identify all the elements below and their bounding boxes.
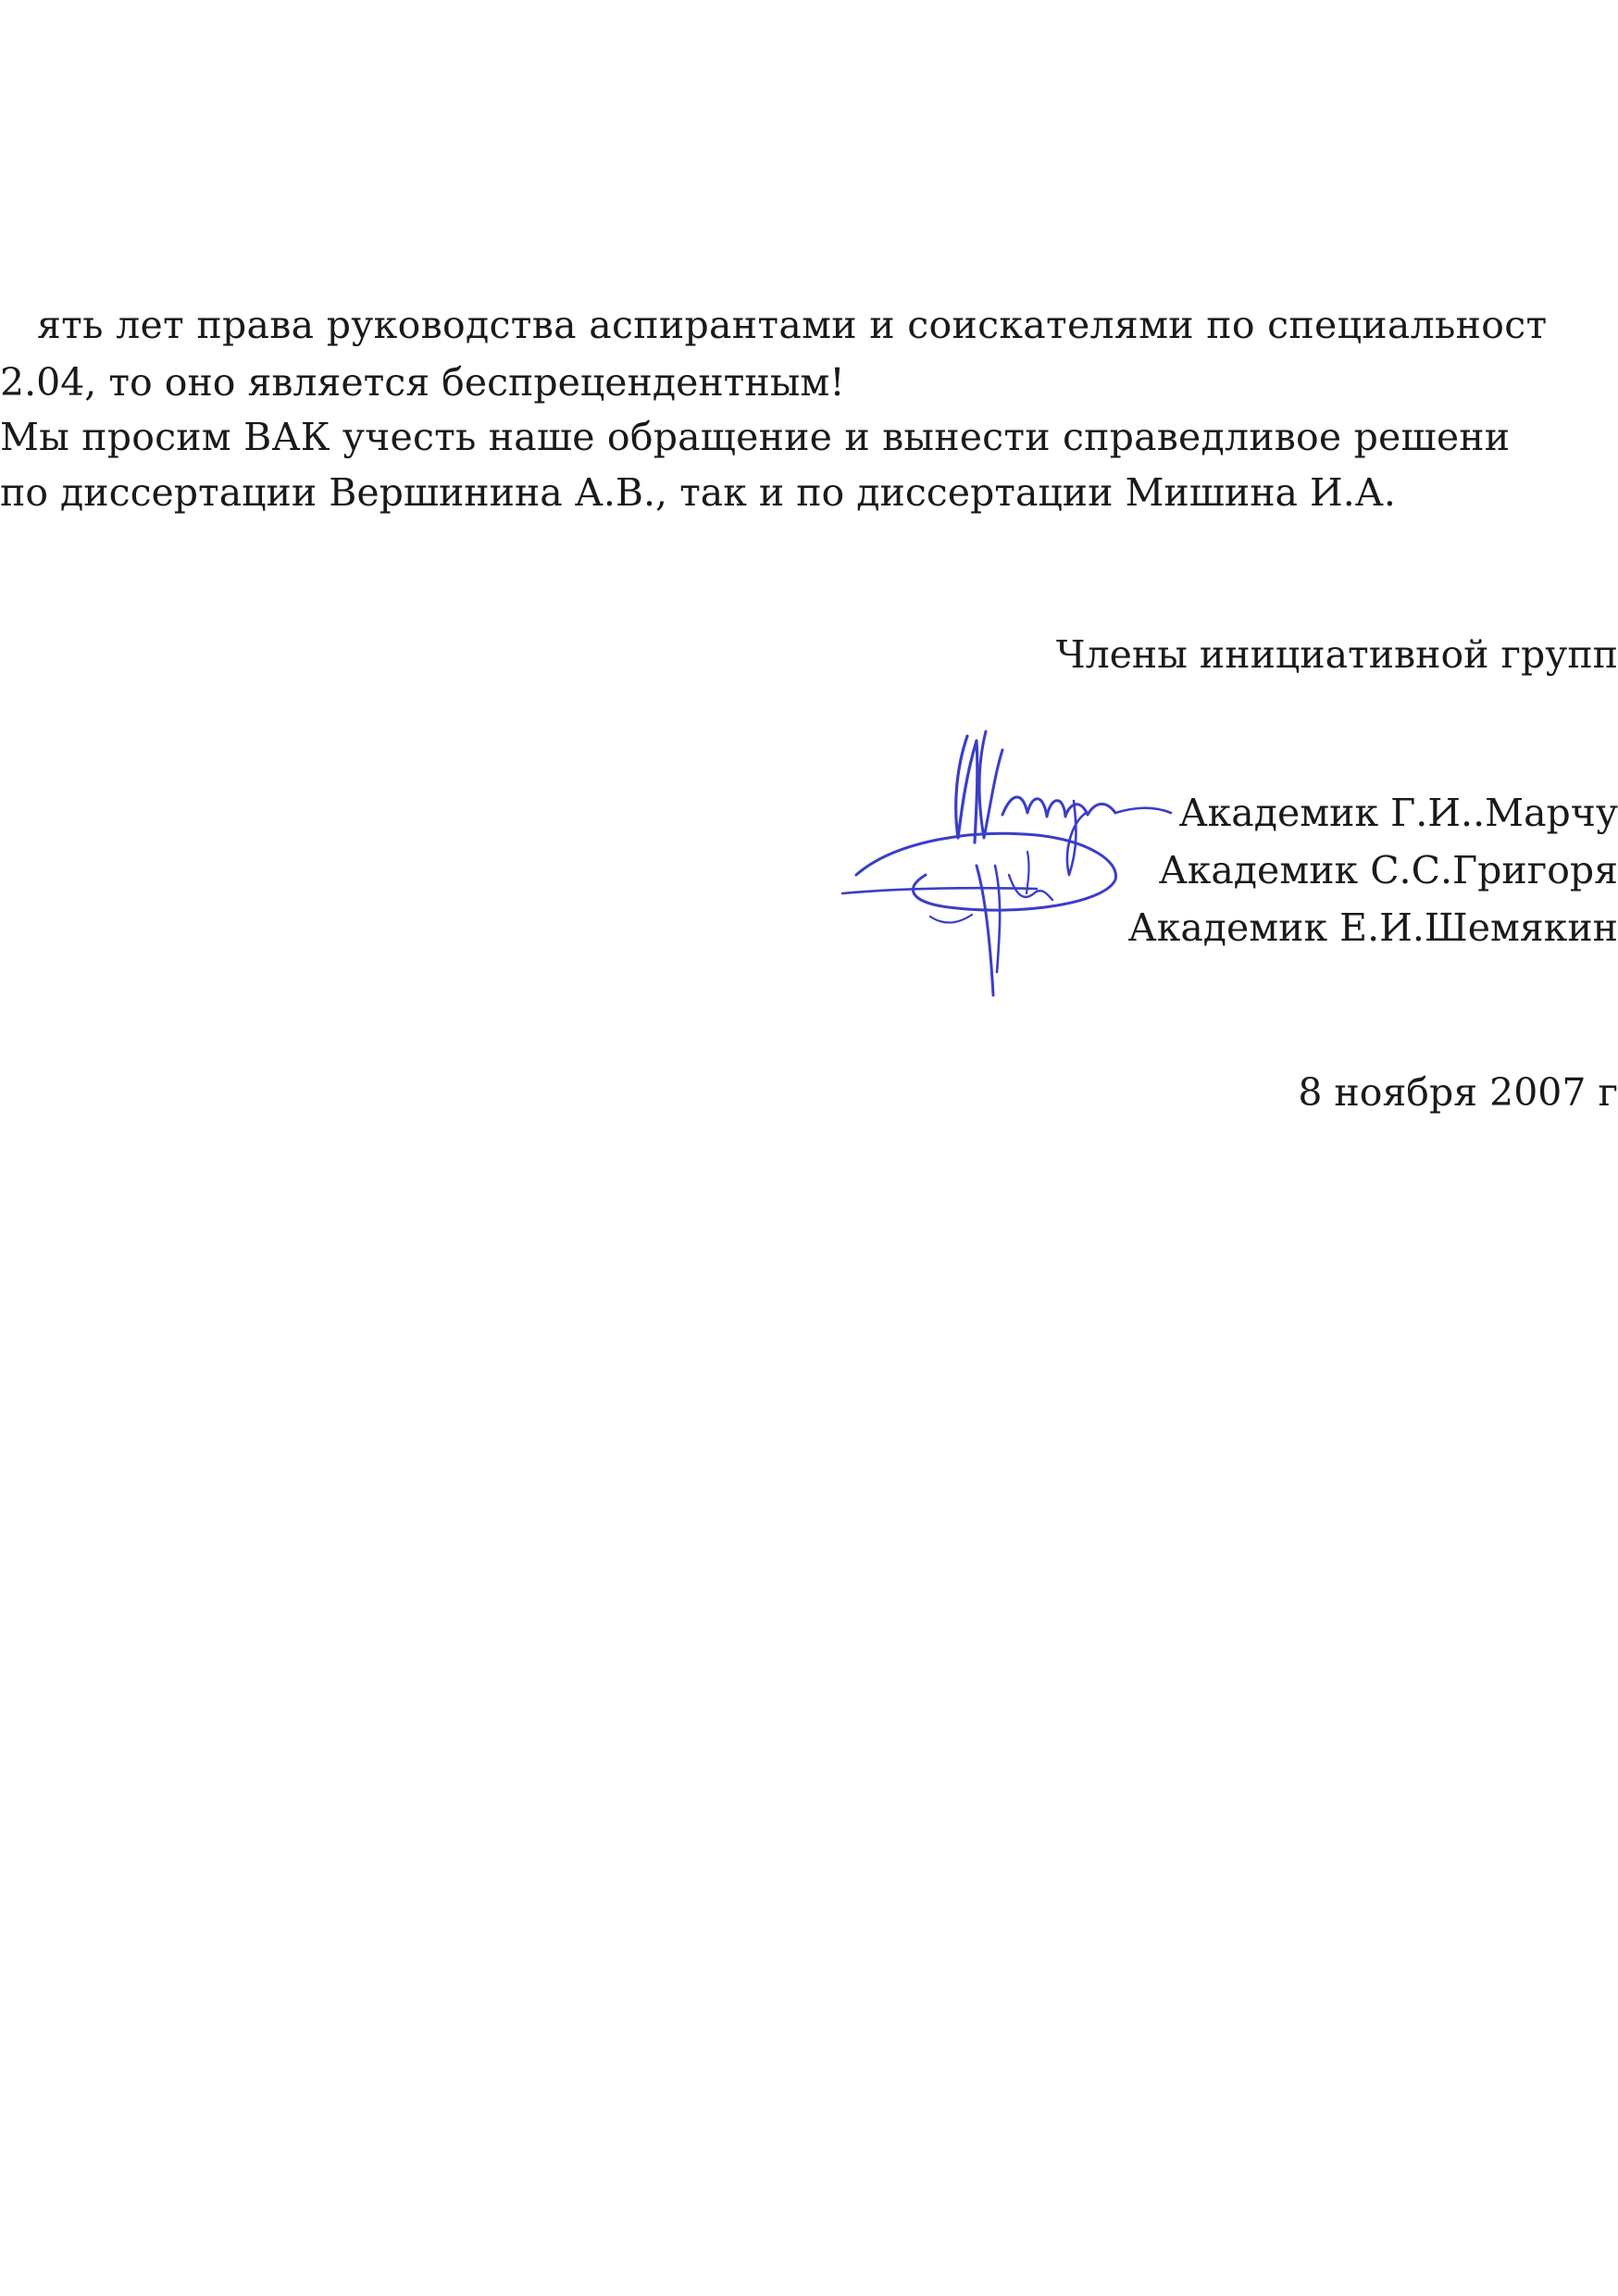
body-line-1: ять лет права руководства аспирантами и соискателями по специальност	[37, 303, 1548, 347]
signatory-3: Академик Е.И.Шемякин	[1127, 905, 1618, 950]
body-line-3: Мы просим ВАК учесть наше обращение и вынести справедливое решени	[0, 415, 1511, 459]
body-line-2: 2.04, то оно является беспрецендентным!	[0, 360, 845, 405]
signatory-2: Академик С.С.Григоря	[1158, 848, 1618, 892]
body-line-4: по диссертации Вершинина А.В., так и по диссертации Мишина И.А.	[0, 470, 1396, 515]
handwritten-signature	[838, 704, 1189, 1018]
members-heading: Члены инициативной групп	[1055, 632, 1618, 677]
signatory-1: Академик Г.И..Марчу	[1178, 791, 1618, 835]
letter-date: 8 ноября 2007 г	[1298, 1070, 1618, 1115]
